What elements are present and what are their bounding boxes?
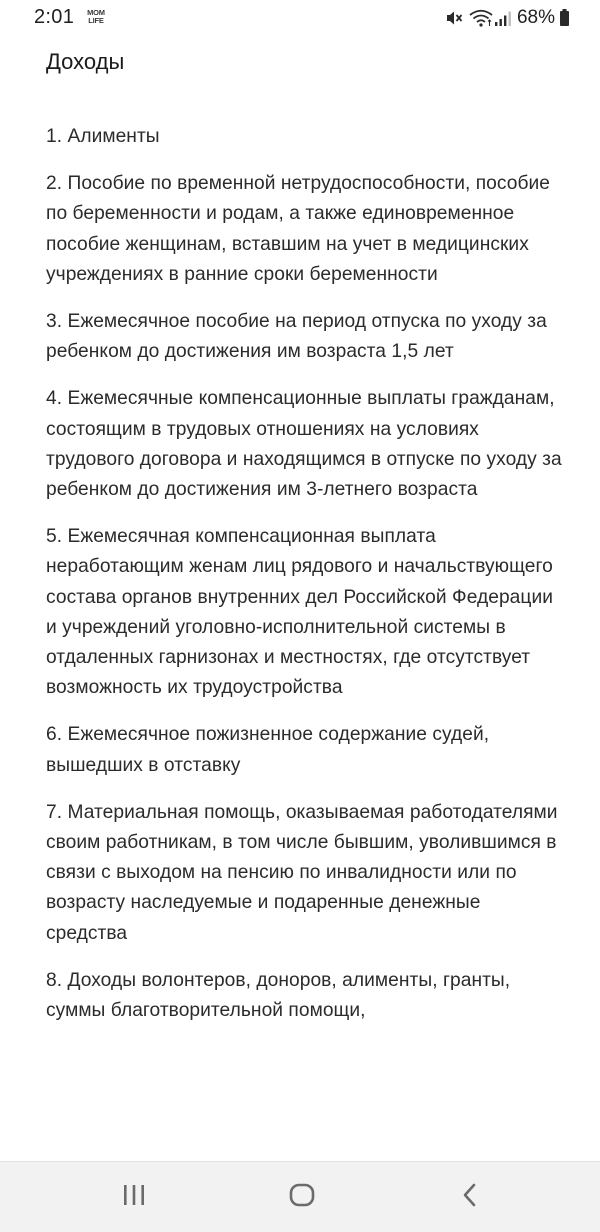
status-time: 2:01 <box>34 6 75 28</box>
list-item: 2. Пособие по временной нетрудоспособности, пособие по беременности и родам, а также единовременное пособие женщинам, вставшим на учет в медицинских учреждениях в ранние сроки беременности <box>46 173 551 285</box>
recents-button[interactable] <box>114 1179 154 1215</box>
home-icon <box>288 1181 316 1214</box>
back-icon <box>458 1181 482 1214</box>
back-button[interactable] <box>450 1179 490 1215</box>
signal-icon <box>494 8 512 28</box>
content <box>46 47 566 1043</box>
list-item: 1. Алименты <box>46 126 160 147</box>
list-item: 7. Материальная помощь, оказываемая работодателями своим работникам, в том числе бывшим, уволившимся в связи с выходом на пенсию по инвалидности или по возрасту наследуемые и подаренные денежные средства <box>46 801 558 944</box>
battery-percent: 68% <box>516 7 555 28</box>
income-list <box>46 122 566 1026</box>
status-bar <box>0 0 600 38</box>
list-item: 8. Доходы волонтеров, доноров, алименты, гранты, суммы благотворительной помощи, <box>46 969 511 1022</box>
wifi-icon <box>468 8 494 28</box>
app-badge-line-1: MOM <box>87 8 105 17</box>
status-icons <box>444 6 570 30</box>
recents-icon <box>121 1182 147 1213</box>
app-badge-line-2: LIFE <box>88 16 104 25</box>
mom-life-badge-icon <box>85 9 107 25</box>
list-item: 4. Ежемесячные компенсационные выплаты гражданам, состоящим в трудовых отношениях на условиях трудового договора и находящимся в отпуске по уходу за ребенком до достижения им 3-летнего возраста <box>46 388 562 501</box>
mute-icon <box>444 8 464 28</box>
battery-icon <box>559 8 570 28</box>
list-item: 5. Ежемесячная компенсационная выплата неработающим женам лиц рядового и начальствующего состава органов внутренних дел Российской Федерации и учреждений уголовно-исполнительной системы в отдаленных гарнизонах и местностях, где отсутствует возможность их трудоустройства <box>46 526 553 699</box>
home-button[interactable] <box>282 1179 322 1215</box>
navigation-bar <box>0 1161 600 1232</box>
list-item: 6. Ежемесячное пожизненное содержание судей, вышедших в отставку <box>46 724 490 776</box>
page-title: Доходы <box>46 49 125 74</box>
list-item: 3. Ежемесячное пособие на период отпуска по уходу за ребенком до достижения им возраста 1,5 лет <box>46 311 547 363</box>
